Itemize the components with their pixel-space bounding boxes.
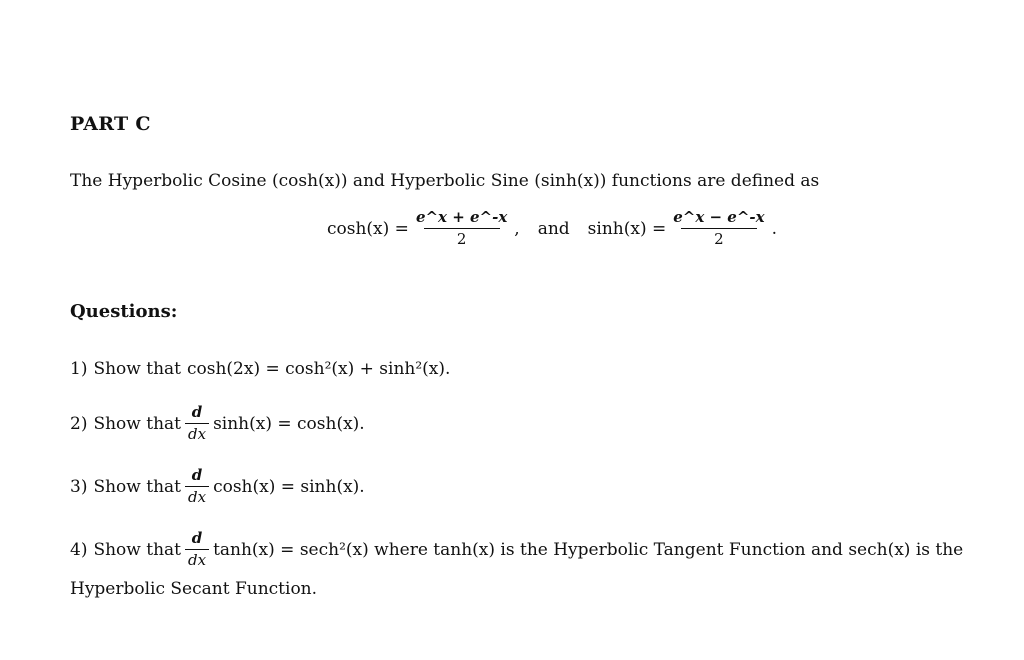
derivative-numerator: d — [191, 403, 203, 421]
cosh-fraction — [413, 210, 510, 247]
question-statement: tanh(x) = sech²(x) where tanh(x) is the Hyperbolic Tangent Function and sech(x) is the — [213, 539, 964, 560]
question-prefix: Show that — [93, 539, 181, 560]
intro-paragraph: The Hyperbolic Cosine (cosh(x)) and Hyperbolic Sine (sinh(x)) functions are defined as — [70, 171, 820, 191]
derivative-numerator: d — [191, 529, 203, 547]
question-4 — [70, 531, 963, 568]
section-heading: PART C — [70, 113, 151, 135]
cosh-numerator: e^x + e^-x — [415, 208, 508, 226]
question-3 — [70, 468, 365, 505]
question-statement: sinh(x) = cosh(x). — [213, 413, 365, 434]
sinh-fraction — [670, 210, 767, 247]
sinh-numerator: e^x − e^-x — [673, 208, 765, 226]
question-1 — [70, 359, 450, 379]
question-number: 1) — [70, 359, 88, 379]
derivative-numerator: d — [191, 466, 203, 484]
derivative-denominator: dx — [185, 549, 209, 568]
derivative-operator — [185, 531, 209, 568]
cosh-denominator: 2 — [424, 228, 500, 247]
question-prefix: Show that — [93, 476, 181, 497]
question-prefix: Show that — [93, 359, 181, 379]
connector-word: and — [537, 218, 570, 239]
comma: , — [514, 218, 520, 239]
sinh-lhs: sinh(x) = — [587, 218, 667, 239]
question-number: 2) — [70, 413, 88, 434]
derivative-denominator: dx — [185, 486, 209, 505]
derivative-operator — [185, 468, 209, 505]
question-statement: cosh(x) = sinh(x). — [213, 476, 365, 497]
questions-title: Questions: — [70, 301, 178, 322]
question-prefix: Show that — [93, 413, 181, 434]
question-statement: cosh(2x) = cosh²(x) + sinh²(x). — [187, 359, 451, 379]
cosh-lhs: cosh(x) = — [327, 218, 409, 239]
derivative-operator — [185, 405, 209, 442]
derivative-denominator: dx — [185, 423, 209, 442]
question-2 — [70, 405, 365, 442]
question-number: 4) — [70, 539, 88, 560]
sinh-denominator: 2 — [681, 228, 757, 247]
period: . — [771, 218, 777, 239]
question-4-continuation: Hyperbolic Secant Function. — [70, 579, 318, 599]
question-number: 3) — [70, 476, 88, 497]
definition-equation — [327, 210, 777, 247]
